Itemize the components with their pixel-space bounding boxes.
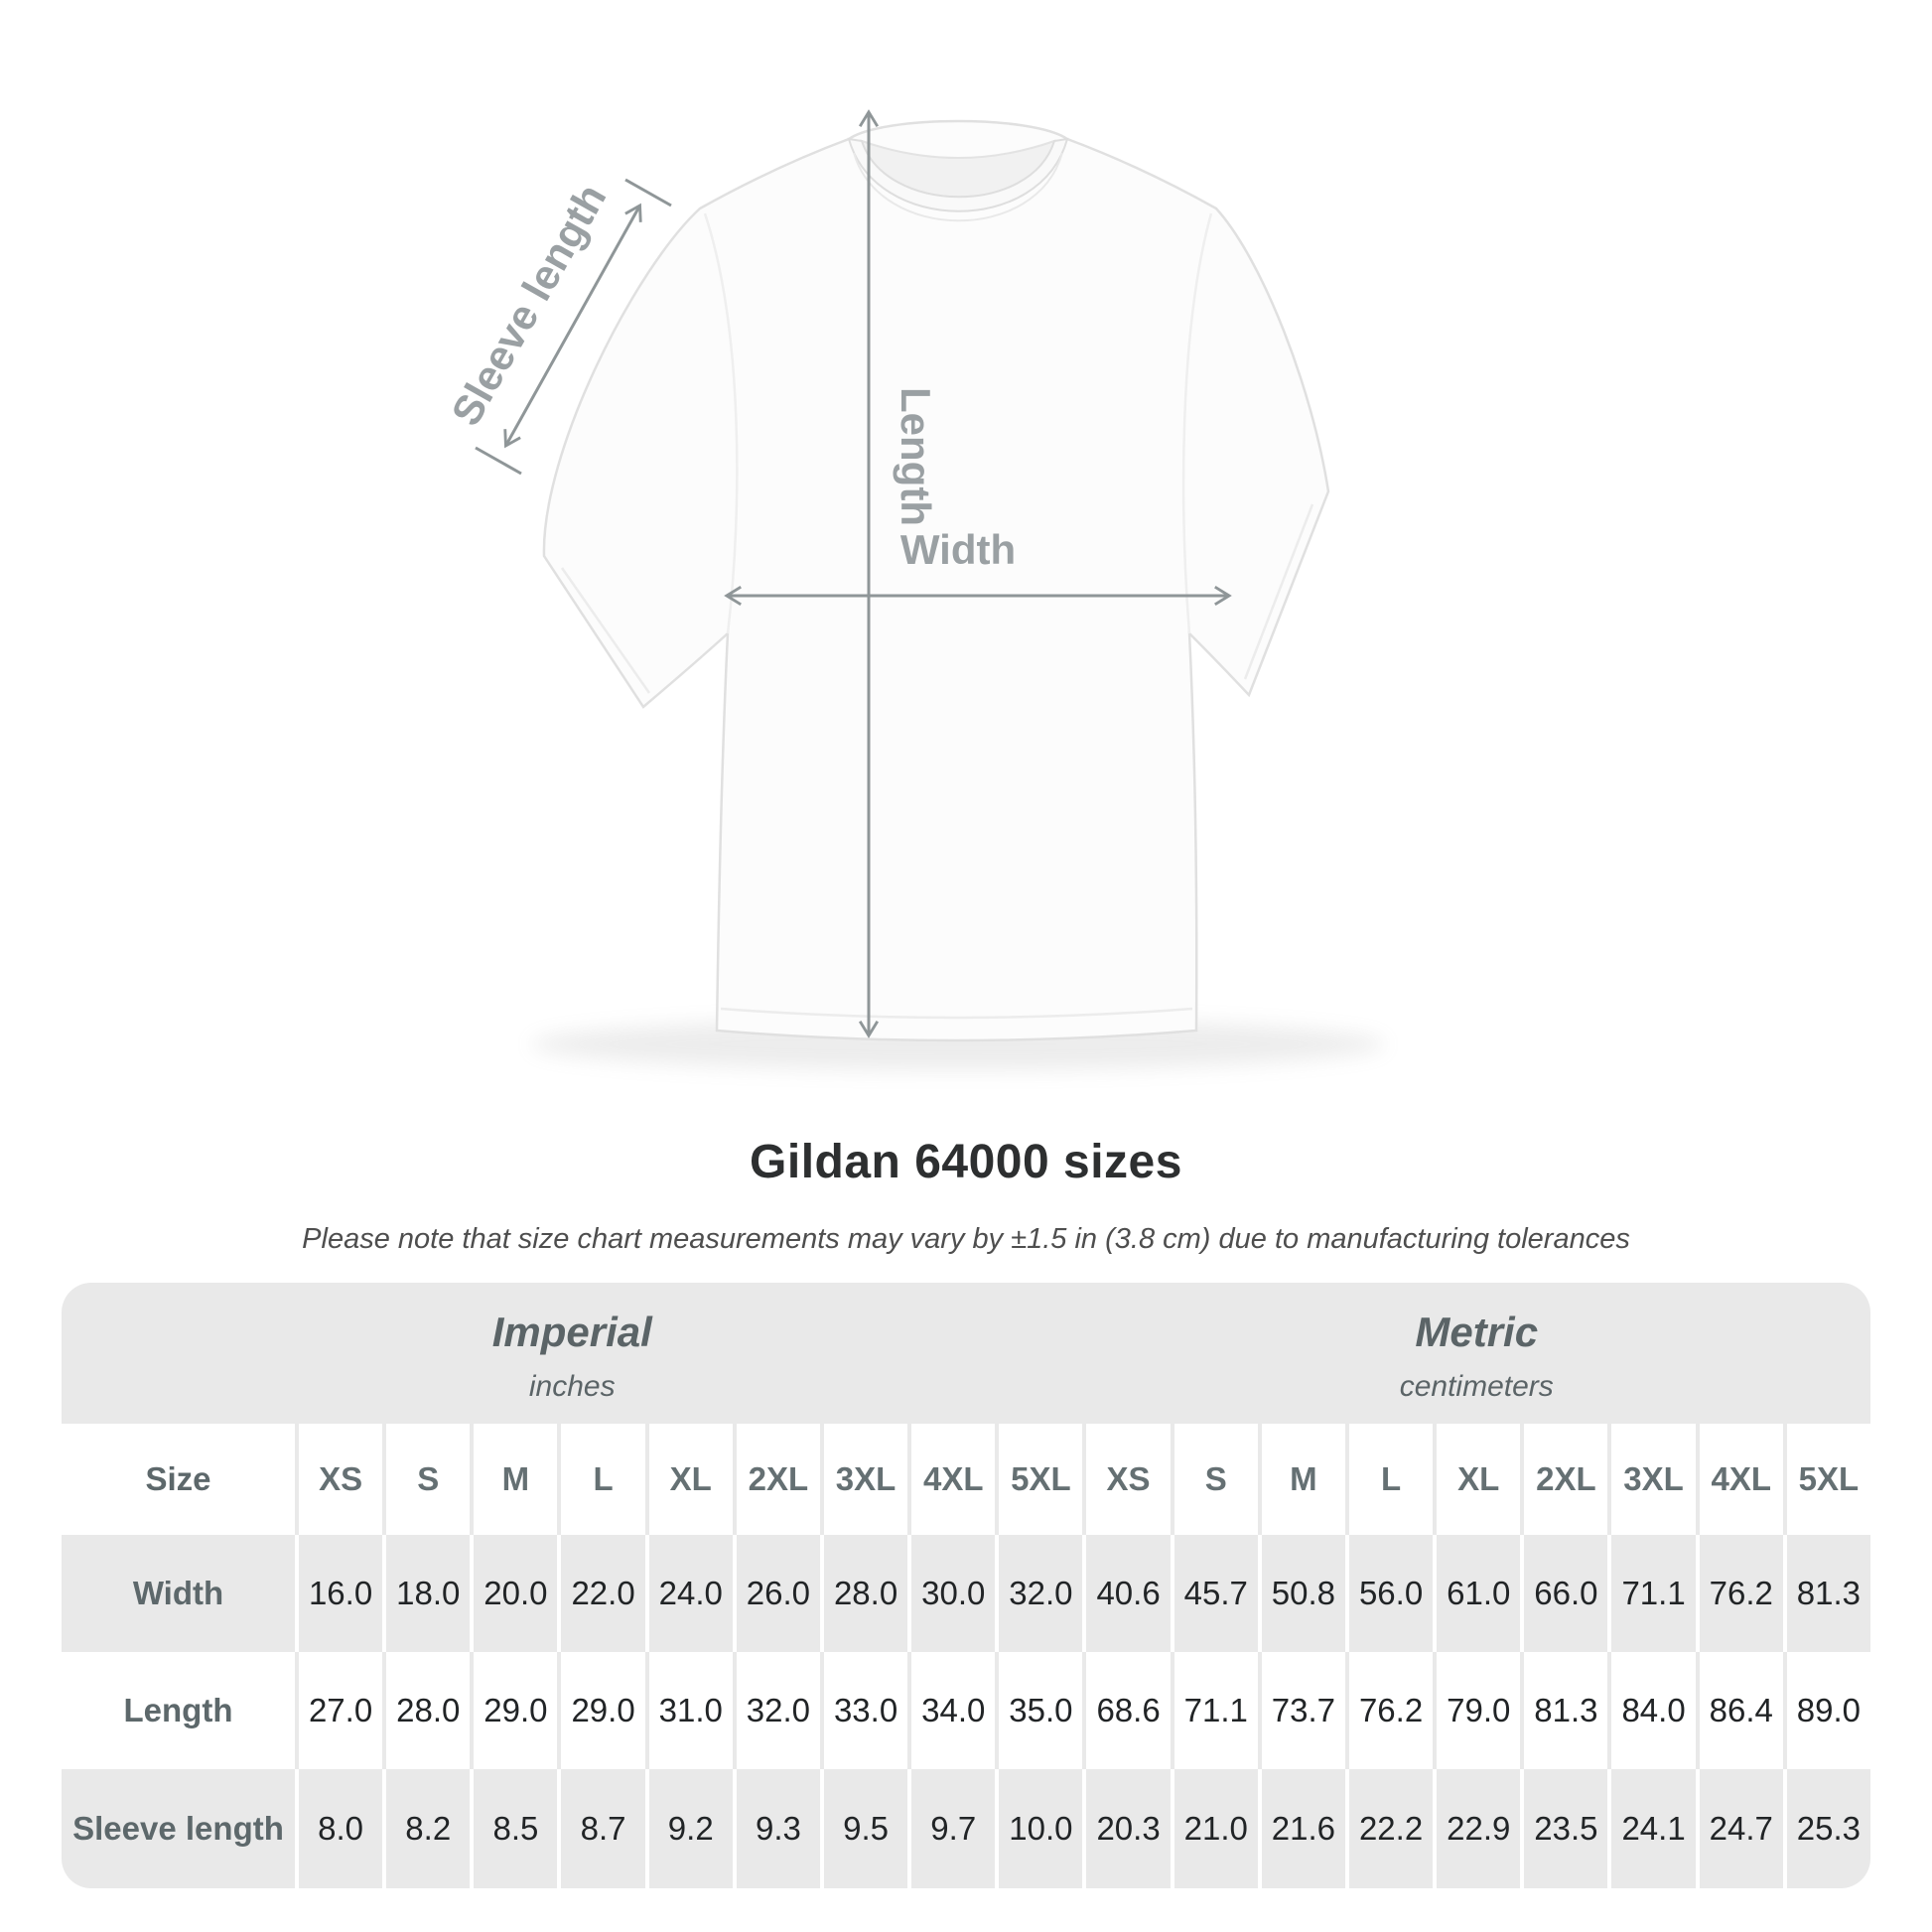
table-value: 86.4	[1696, 1652, 1783, 1769]
table-value: 81.3	[1783, 1535, 1870, 1652]
table-value: 32.0	[733, 1652, 820, 1769]
table-value: 9.2	[645, 1769, 733, 1888]
table-value: 89.0	[1783, 1652, 1870, 1769]
table-value: 8.0	[295, 1769, 382, 1888]
size-header: 4XL	[1696, 1424, 1783, 1535]
tshirt-body	[544, 121, 1328, 1040]
table-value: 21.6	[1258, 1769, 1345, 1888]
table-value: 29.0	[557, 1652, 644, 1769]
size-header: S	[382, 1424, 470, 1535]
table-value: 73.7	[1258, 1652, 1345, 1769]
size-header: 3XL	[820, 1424, 907, 1535]
table-value: 45.7	[1171, 1535, 1258, 1652]
tshirt-graphic	[544, 121, 1328, 1040]
table-value: 32.0	[995, 1535, 1082, 1652]
table-value: 33.0	[820, 1652, 907, 1769]
table-value: 20.0	[470, 1535, 557, 1652]
width-label: Width	[899, 526, 1017, 573]
page-title: Gildan 64000 sizes	[750, 1136, 1182, 1188]
table-value: 79.0	[1433, 1652, 1520, 1769]
table-value: 28.0	[382, 1652, 470, 1769]
table-value: 61.0	[1433, 1535, 1520, 1652]
length-label: Length	[893, 387, 939, 526]
size-header: 3XL	[1607, 1424, 1695, 1535]
table-value: 21.0	[1171, 1769, 1258, 1888]
table-value: 16.0	[295, 1535, 382, 1652]
table-value: 84.0	[1607, 1652, 1695, 1769]
size-header: XS	[1082, 1424, 1170, 1535]
table-value: 8.7	[557, 1769, 644, 1888]
size-header: M	[470, 1424, 557, 1535]
table-value: 30.0	[907, 1535, 995, 1652]
metric-title: Metric	[1415, 1309, 1539, 1355]
row-label-length: Length	[62, 1652, 295, 1769]
table-value: 9.3	[733, 1769, 820, 1888]
imperial-unit: inches	[528, 1370, 616, 1403]
size-header: M	[1258, 1424, 1345, 1535]
table-value: 34.0	[907, 1652, 995, 1769]
size-header: 2XL	[1520, 1424, 1607, 1535]
metric-unit: centimeters	[1399, 1370, 1554, 1403]
size-header: XL	[1433, 1424, 1520, 1535]
table-value: 71.1	[1607, 1535, 1695, 1652]
tolerance-note: Please note that size chart measurements may vary by ±1.5 in (3.8 cm) due to manufacturing tolerances	[302, 1223, 1630, 1255]
table-value: 24.1	[1607, 1769, 1695, 1888]
table-value: 28.0	[820, 1535, 907, 1652]
row-label-sleeve-length: Sleeve length	[72, 1810, 284, 1847]
row-label-width: Width	[132, 1575, 224, 1611]
size-header: XS	[295, 1424, 382, 1535]
metric-header	[1082, 1283, 1870, 1424]
size-chart-table	[62, 1283, 1870, 1888]
table-value: 9.7	[907, 1769, 995, 1888]
imperial-title: Imperial	[491, 1309, 652, 1355]
table-value: 68.6	[1082, 1652, 1170, 1769]
table-value: 10.0	[995, 1769, 1082, 1888]
table-value: 18.0	[382, 1535, 470, 1652]
table-value: 8.5	[470, 1769, 557, 1888]
table-value: 23.5	[1520, 1769, 1607, 1888]
table-value: 24.0	[645, 1535, 733, 1652]
table-value: 76.2	[1345, 1652, 1433, 1769]
table-value: 9.5	[820, 1769, 907, 1888]
table-value: 8.2	[382, 1769, 470, 1888]
table-value: 56.0	[1345, 1535, 1433, 1652]
table-value: 29.0	[470, 1652, 557, 1769]
table-value: 76.2	[1696, 1535, 1783, 1652]
size-header: S	[1171, 1424, 1258, 1535]
table-value: 22.0	[557, 1535, 644, 1652]
size-header: 4XL	[907, 1424, 995, 1535]
table-value: 26.0	[733, 1535, 820, 1652]
table-value: 25.3	[1783, 1769, 1870, 1888]
table-value: 27.0	[295, 1652, 382, 1769]
sleeve-length-label: Sleeve length	[442, 176, 616, 434]
table-value: 22.9	[1433, 1769, 1520, 1888]
size-column-header: Size	[62, 1424, 295, 1535]
size-header: L	[557, 1424, 644, 1535]
size-header: 5XL	[1783, 1424, 1870, 1535]
sleeve-length-cap-bottom	[476, 448, 521, 474]
sleeve-length-cap-top	[625, 180, 671, 206]
table-value: 81.3	[1520, 1652, 1607, 1769]
imperial-header	[62, 1283, 1082, 1424]
table-value: 40.6	[1082, 1535, 1170, 1652]
table-value: 71.1	[1171, 1652, 1258, 1769]
table-value: 31.0	[645, 1652, 733, 1769]
size-header: L	[1345, 1424, 1433, 1535]
table-value: 50.8	[1258, 1535, 1345, 1652]
table-value: 20.3	[1082, 1769, 1170, 1888]
table-value: 35.0	[995, 1652, 1082, 1769]
size-header: XL	[645, 1424, 733, 1535]
table-value: 66.0	[1520, 1535, 1607, 1652]
table-value: 22.2	[1345, 1769, 1433, 1888]
size-header: 5XL	[995, 1424, 1082, 1535]
table-value: 24.7	[1696, 1769, 1783, 1888]
size-header: 2XL	[733, 1424, 820, 1535]
